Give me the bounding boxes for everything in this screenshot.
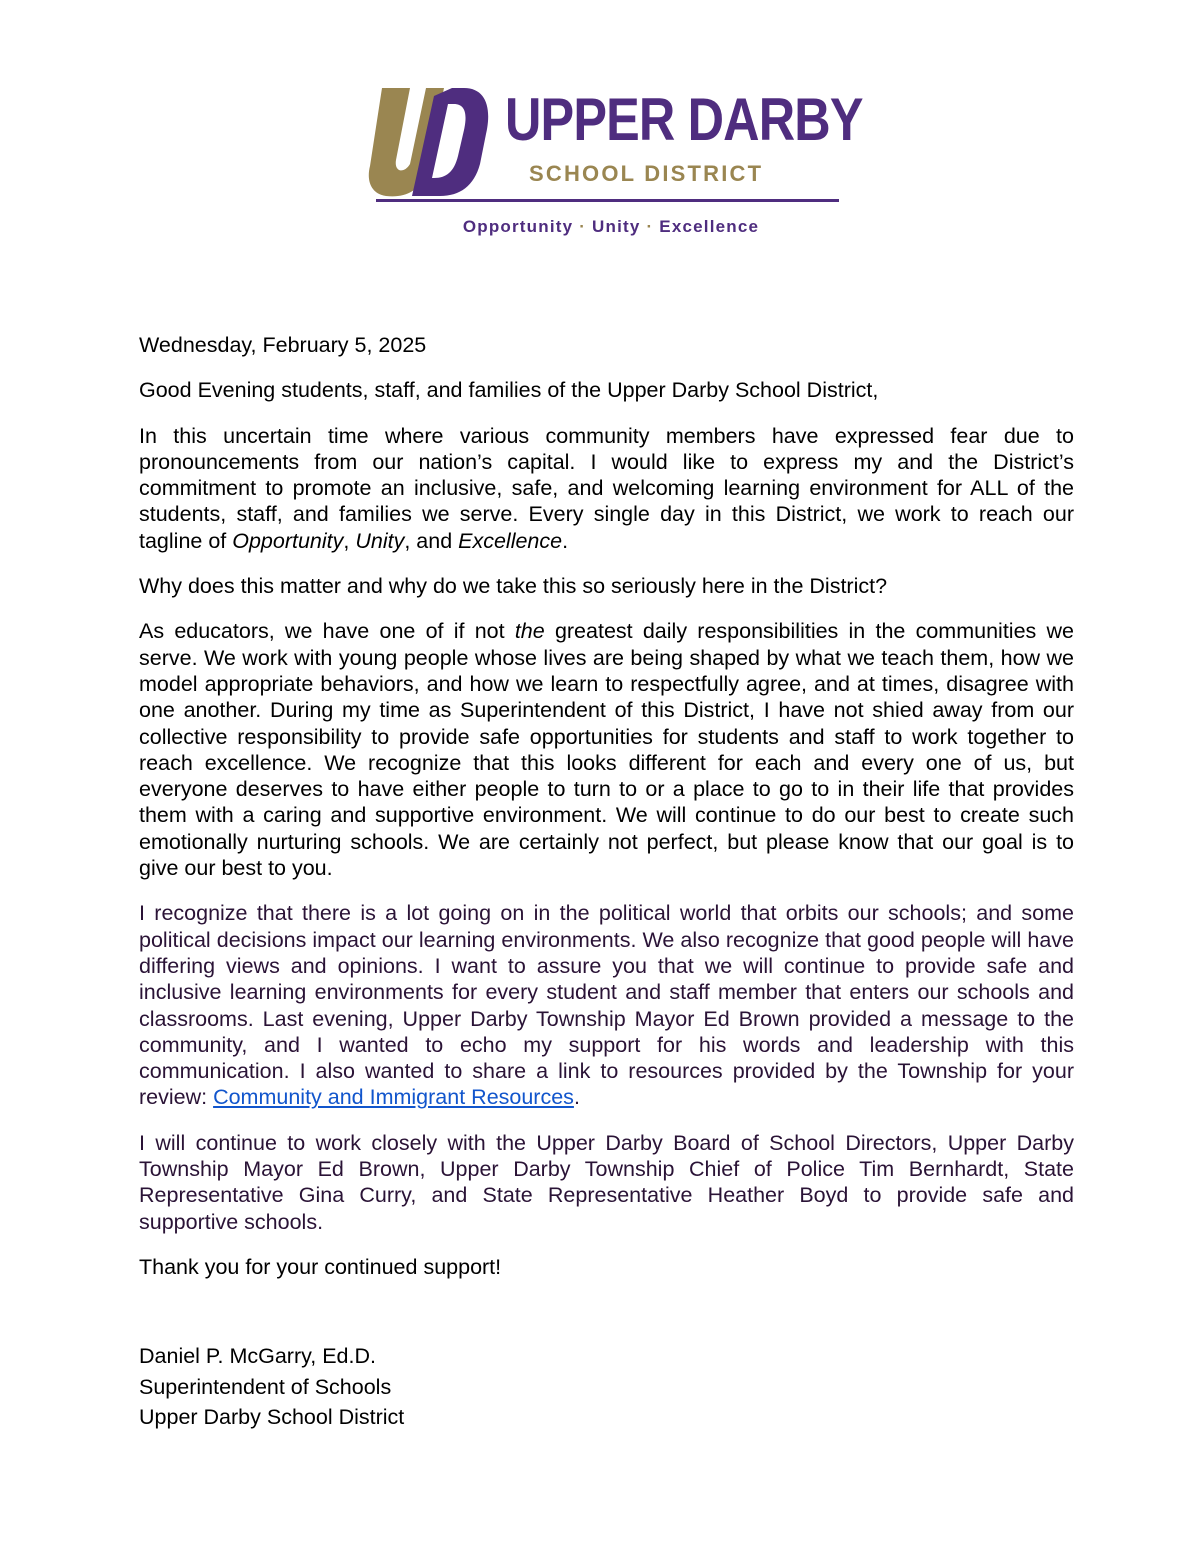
tagline-unity: Unity [592,217,641,236]
letter-date: Wednesday, February 5, 2025 [139,333,427,357]
tagline-separator: · [579,217,587,236]
signature-title: Superintendent of Schools [139,1374,392,1399]
paragraph-educators [139,618,1074,881]
paragraph-text: greatest daily responsibilities in the communities we serve. We work with young people whose lives are being shaped by what we teach them, how we model appropriate behaviors, and how we learn to respectfully agree, and at times, disagree with one another. During my time as Superintendent of this District, I have not shied away from our collective responsibility to provide safe opportunities for students and staff to work together to reach excellence. We recognize that this looks different for each and every one of us, but everyone deserves to have either people to turn to or a place to go to in their life that provides them with a caring and supportive environment. We will continue to do our best to create such emotionally nurturing schools. We are certainly not perfect, but please know that our goal is to give our best to you. [139,619,1074,881]
signature-organization: Upper Darby School District [139,1405,405,1429]
paragraph-text: In this uncertain time where various community members have expressed fear due to pronouncements from our nation’s capital. I would like to express my and the District’s commitment to promote an inclusive, safe, and welcoming learning environment for ALL of the students, staff, and families we serve. Every single day in this District, we work to reach our tagline of [139,423,1074,553]
letterhead [0,0,1204,260]
signature-block [139,1341,404,1433]
letter-greeting: Good Evening students, staff, and families of the Upper Darby School District, [139,378,879,403]
signature-name: Daniel P. McGarry, Ed.D. [139,1344,376,1368]
letter-closing: Thank you for your continued support! [139,1254,502,1279]
tagline-separator: · [646,217,654,236]
text-end: . [562,528,569,553]
emphasis-unity: Unity [355,528,405,553]
text-separator: , [343,528,356,553]
emphasis-the: the [514,619,545,644]
district-subtitle: SCHOOL DISTRICT [529,161,764,186]
text-end: . [573,1085,580,1110]
emphasis-opportunity: Opportunity [232,528,344,553]
tagline-excellence: Excellence [659,217,760,236]
letter-body [139,332,1074,1299]
paragraph-question: Why does this matter and why do we take this so seriously here in the District? [139,574,888,599]
emphasis-excellence: Excellence [458,528,563,553]
paragraph-commitment [139,423,1074,554]
paragraph-text: As educators, we have one of if not [139,619,515,644]
logo-divider [376,199,839,202]
paragraph-text: I recognize that there is a lot going on in the political world that orbits our schools; and some political decisions impact our learning environments. We also recognize that good people will have differing views and opinions. I want to assure you that we will continue to provide safe and inclusive learning environments for every student and staff member that enters our schools and classrooms. Last evening, Upper Darby Township Mayor Ed Brown provided a message to the community, and I wanted to echo my support for his words and leadership with this communication. I also wanted to share a link to resources provided by the Township for your review: [139,901,1074,1110]
tagline [376,217,846,237]
ud-logo-icon [368,86,490,198]
paragraph-political [139,900,1074,1110]
paragraph-partners: I will continue to work closely with the Upper Darby Board of School Directors, Upper Darby Township Mayor Ed Brown, Upper Darby Township Chief of Police Tim Bernhardt, State Representative Gina Curry, and State Representative Heather Boyd to provide safe and supportive schools. [139,1130,1074,1234]
text-separator: , and [404,528,459,553]
community-resources-link[interactable]: Community and Immigrant Resources [213,1085,574,1110]
tagline-opportunity: Opportunity [462,217,574,236]
district-name: UPPER DARBY [505,86,863,153]
